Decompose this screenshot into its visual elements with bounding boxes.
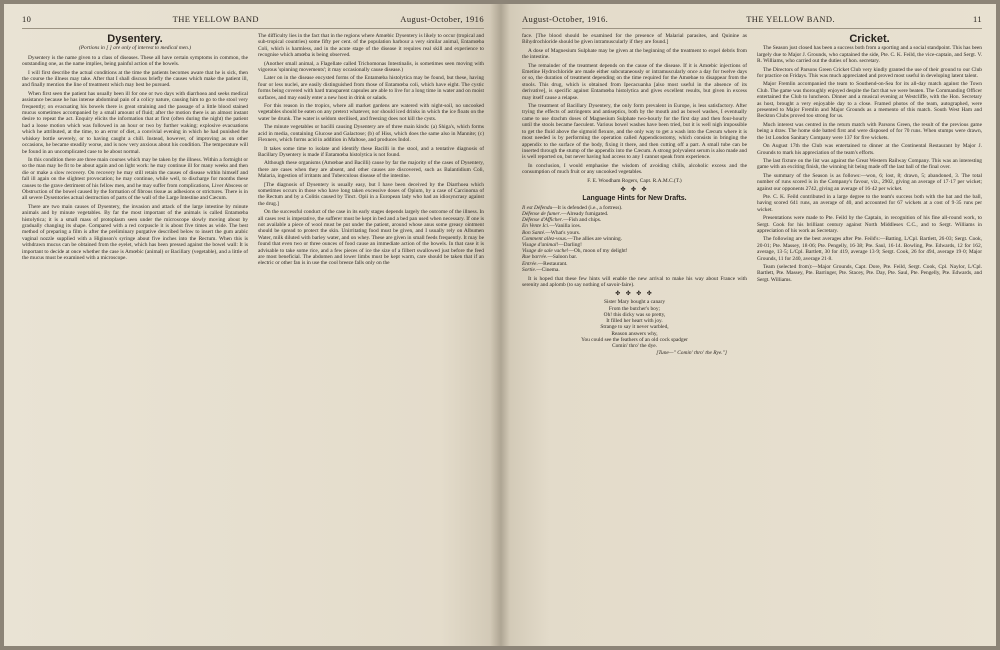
paragraph: In this condition there are three main courses which may be taken by the illness. Within a fortnight or so the man may be fit to be about again and on light work: he may continue ill for many weeks and then die or make a slow recovery. On recovery he may still retain the causes of disease within himself and fall ill again on the slightest provocation; he may continue, while well, to discharge for months these causes to the grave detriment of his fellow men, and he may suffer from complications, Liver Abscess or Obstruction of the bowel caused by the formation of fibrous tissue as adhesions or strictures. There is in all severe Dysentories actual destruction of parts of the wall of the Large Intestine and Cæcum.: [22, 156, 248, 202]
paragraph: The last fixture on the list was against the Great Western Railway Company. This was an interesting game with an exciting finish, the winning hit being made off the last ball of the final over.: [757, 157, 982, 171]
french-phrase: Défense de fumer: [522, 210, 560, 217]
paragraph: On August 17th the Club was entertained to dinner at the Continental Restaurant by Major J. Grounds to mark his appreciation of the team's efforts.: [757, 143, 982, 156]
verse-line: Comin' thro' the dye.: [611, 343, 658, 350]
left-column-1: [22, 33, 248, 643]
paragraph: (Another small animal, a Flagellate called Trichomonas Intestinalis, is sometimes seen moving with vigorous 'spinning movements'; it may occasionally cause disease.): [258, 60, 484, 74]
paragraph: It is hoped that these few hints will enable the new arrival to make his way about France with serenity and aplomb (to say nothing of savoir-faire).: [522, 275, 747, 289]
french-phrase: Visage de sale vache: [522, 248, 567, 255]
paragraph: [The diagnosis of Dysentery is usually easy, but I have been deceived by the Diarrhoea which sometimes occurs in those who have long taken excessive doses of Opium, by a case of Carcinoma of the Rectum and by a Colitis caused by Tinct. Opii in a European lady who had an idiosyncrasy against the drug.]: [258, 181, 484, 207]
paragraph: The summary of the Season is as follows:—won, 6; lost, 8; drawn, 5; abandoned, 3. The total number of runs scored is in the Company's favour, viz., 2902, giving an average of 17·17 per wicket; against our opponents 2742, giving an average of 16·42 per wicket.: [757, 172, 982, 192]
paragraph: Pte. C. K. Feild contributed in a large degree to the team's success both with the bat and the ball, having scored 641 runs, an average of 40, and accounted for 67 wickets at a cost of 9·35 runs per wicket.: [757, 193, 982, 213]
english-gloss: .—Fish and chips.: [561, 217, 602, 224]
right-page-number: 11: [973, 14, 982, 24]
french-phrase: En Vente Ici: [522, 223, 549, 230]
paragraph: A dose of Magnesium Sulphate may be given at the beginning of the treatment to expel debris from the intestine.: [522, 47, 747, 61]
paragraph: In conclusion, I would emphasise the wisdom of avoiding chills, alcoholic excess and the consumption of much fruit or any uncooked vegetables.: [522, 162, 747, 176]
paragraph: Dysentery is the name given to a class of diseases. These all have certain symptoms in common, the outstanding one, as the name implies, being painful action of the bowels.: [22, 54, 248, 68]
right-columns: [522, 33, 982, 643]
english-gloss: .—The allies are winning.: [565, 235, 623, 242]
english-gloss: .—Vanilla ices.: [548, 223, 582, 230]
paragraph: I will first describe the actual conditions at the time the patients becomes aware that he is sick, then the course the illness may take. After that I shall discuss briefly the causes which make the patient ill, and finally mention the line of treatment which may best be pursued.: [22, 69, 248, 89]
right-page: [500, 4, 996, 646]
left-issue-date: August-October, 1916: [400, 14, 484, 24]
right-column-1: [522, 33, 747, 643]
paragraph: There are two main causes of Dysentery, the invasion and attack of the large intestine by minute animals and by minute vegetables. By far the most important of the animals is called Entamœba histolytica; it is a small mass of protoplasm seen under the microscope slowly moving about by gradually changing its shape. Compared with a red corpuscle it is about five times as wide. The best method of preparing a film is after the preliminary purgative described below to insert the gum arabic vaginal nozzle supplied with a Higinson's syringe about five inches into the Rectum. When this is withdrawn mucus can be obtained from the eyelet, which has been pressed against the bowel wall: It is important to decide at once whether the case is Amœbic (animal) or Bacillary (vegetable), and a little of the mucus must be examined with a microscope.: [22, 203, 248, 261]
paragraph: The treatment of Bacillary Dysentery, the only form prevalent in Europe, is less satisfactory. After trying the effects of astringents and antiseptics, both by the mouth and as bowel washes, I eventually came to use drachm doses of Magnesium Sulphate two-hourly for the first day and then four-hourly until the stools became faeculent. Various bowel washes have been tried, but it is well nigh impossible to get the fluid above the sigmoid flexure, and the only way to get a wash into the Cæcum where it is most needed is by performing the operation called Appendicostomy, which consists in bringing the appendix to the surface of the body, fixing it there, and then cutting off a part. A small tube can be inserted through the stump of the appendix into the Cæcum. A strong polyvalent serum is also made and is well reported on, but never having had access to any I cannot speak from experience.: [522, 103, 747, 161]
list-item: [522, 267, 747, 273]
paragraph: Later on in the disease encysted forms of the Entamœba histolytica may be found, but these, having four or less nuclei, are easily distinguished from those of Entamœba coli, which have eight. The cystic forms being covered with hard transparent capsules are able to live for a long time in water and on moist surfaces, and may easily enter a new host in drink or salads.: [258, 75, 484, 101]
paragraph: Major Fremlin accompanied the team to Southend-on-Sea for its all-day match against the Town Club. The game was thoroughly enjoyed despite the fact that we were beaten. The Commanding Officer entertained the Club to luncheon. Dinner and a musical evening at Westcliffe, with the Hon. Secretary as host, brought a very enjoyable day to a close. Framed photos of the team, autographed, were presented to Major Fremlin and Major Grounds as a memento of this match. South West Ham and Beckton Clubs proved too strong for us.: [757, 81, 982, 120]
cricket-title: Cricket.: [849, 33, 890, 45]
french-phrase: Entrée: [522, 260, 537, 267]
paragraph: The minute vegetables or bacilli causing Dysentery are of three main kinds: (a) Shiga's, which forms acid in media, containing Glucose and Galactose; (b) of Hiss, which does the same also in Mannite; (c) Flexners, which forms acid in addition in Maltose, and produces Indol.: [258, 124, 484, 144]
dysentery-note: (Portions in [ ] are only of interest to medical men.): [78, 45, 192, 52]
french-phrase: Comment allez-vous: [522, 235, 566, 242]
english-gloss: .—Already fumigated.: [559, 210, 609, 217]
paragraph: For this reason in the tropics, where all market gardens are watered with night-soil, no uncooked vegetables should be eaten on any pretext whatever, nor should iced drinks in which the ice floats on the water be drunk. The water is seldom sterilised, and freezing does not kill the cysts.: [258, 103, 484, 122]
left-page-number: 10: [22, 14, 32, 24]
verse-line: Strange to say it never warbled,: [600, 324, 669, 331]
right-running-title: THE YELLOW BAND.: [746, 14, 835, 24]
french-phrase: Visage d'animal: [522, 241, 557, 248]
left-page: [4, 4, 500, 646]
left-running-title: THE YELLOW BAND: [172, 14, 259, 24]
paragraph: The Season just closed has been a success both from a sporting and a social standpoint. This has been largely due to Major J. Grounds, who captained the side, Pte. C. K. Feild, the vice-captain, and Sergt. V. R. Williams, who carried out the duties of hon. secretary.: [757, 45, 982, 65]
left-columns: [22, 33, 484, 643]
left-running-head: [22, 14, 484, 29]
right-column-2: [757, 33, 982, 643]
paragraph: Presentations were made to Pte. Feild by the Captain, in recognition of his fine all-round work, to Sergt. Cook for his brilliant century against North Middlesex C.C., and to Sergt. Williams in appreciation of his work as Secretary.: [757, 215, 982, 234]
paragraph: On the successful conduct of the case in its early stages depends largely the outcome of the illness. In all cases rest is imperative, the sufferer must be kept in bed and a bed pan used when necessary. If one is not available a piece of wool must be put under the patient, around whose anus some greasy ointment should be spread to protect the skin. Unirritating food must be given, and I usually rely on Albumen Water, milk diluted with barley water, and on whey. These are given in small feeds frequently. It may be found that even two or three ounces of food cause an immediate action of the bowels. In that case it is advisable to take some rice, and a few pieces of ice the size of a filbert swallowed just before the feed are most beneficial. The abdomen and lower limbs must be kept warm, care should be taken that if an electric or other fan is in use the cool breeze falls only on the: [258, 209, 484, 267]
ornament-divider: ✤ ✤ ✤ ✤: [615, 290, 654, 297]
language-hints-title: Language Hints for New Drafts.: [582, 195, 687, 203]
english-gloss: !—Darling!: [556, 241, 582, 248]
right-running-head: [522, 14, 982, 29]
french-phrase: Bon Santé: [522, 229, 545, 236]
verse-line: Oh! this dicky was so pretty,: [603, 311, 666, 318]
dysentery-title: Dysentery.: [107, 33, 163, 45]
french-phrase: Il est Défendu: [522, 204, 553, 211]
magazine-spread: [4, 4, 996, 646]
english-gloss: —It is defended (i.e., a fortress).: [552, 204, 623, 211]
english-gloss: .—Cinema.: [534, 266, 560, 273]
english-gloss: .—What's yours.: [544, 229, 581, 236]
paragraph: Much interest was centred in the return match with Parsons Green, the result of the previous game being a draw. The home side batted first and were disposed of for 70 runs. When stumps were drawn, the 1st London Sanitary Company were 137 for five wickets.: [757, 121, 982, 141]
verse-line: From the butcher's boy;: [608, 305, 661, 312]
verse-line: Sister Mary bought a canary: [603, 299, 666, 306]
verse-line: Reason answers why,: [611, 330, 658, 337]
paragraph: Although these organisms (Amœbae and Bacilli) cause by far the majority of the cases of Dysentery, there are cases when they are absent, and other causes are discovered, such as Balantidium Coli, Malaria, ingestion of irritants and Tuberculous disease of the intestine.: [258, 160, 484, 180]
paragraph: The difficulty lies in the fact that in the regions where Amœbic Dysentery is likely to occur (tropical and sub-tropical countries) some fifty per cent. of the population harbour a very similar animal, Entamœba Coli, which is harmless, and in the acute stage of the disease it requires real skill and experience to recognise which amœba is being observed.: [258, 33, 484, 59]
ornament-divider: ✤ ✤ ✤: [620, 186, 649, 193]
english-gloss: .—Restaurant.: [536, 260, 568, 267]
french-phrase: Rue barrée: [522, 254, 547, 261]
verse-line: You could see the feathers of an old cock spadger: [581, 336, 688, 343]
paragraph: Team (selected from):—Major Grounds, Capt. Dore, Pte. Feild, Sergt. Cook, Cpl. Naylor, L/Cpl. Bartlett, Pte. Massey, Pte. Barringer, Pte. Stacey, Pte. Day, Pte. Saul, Pte. Pengelly, Pte. Edwards, and Sergt. Williams.: [757, 264, 982, 283]
paragraph: When first seen the patient has usually been ill for one or two days with diarrhoea and seeks medical assistance because he has intense abdominal pain of a colicy nature, causing him to go to the stool very frequently; on evacuating his bowels there is great straining and the passage of a little blood stained mucus sometimes accompanied by a small amount of fluid; after the motion there is an almost instant desire to repeat the act. Enquiry elicits the information that at first (often during the night) the patient had a loose motion which was followed in an hour or two by further waking; explosive evacuations which he attributed, at the time, to an error of diet, a convivial evening in which he had punished the whiskey bottle severely, or to having caught a chill. Instead, however, of improving as on other occasions, he became steadily worse, and is now very anxious about his condition. The temperature will be found in an uncomplicated case to be about normal.: [22, 90, 248, 155]
english-gloss: !—Oh, moon of my delight!: [566, 248, 628, 255]
english-gloss: .—Saloon bar.: [546, 254, 578, 261]
paragraph: face. [The blood should be examined for the presence of Malarial parasites, and Quinine as Bihydrochloride should be given intramuscularly if they are found.]: [522, 33, 747, 46]
verse-attribution: [Tune—" Comin' thro' the Rye."]: [656, 349, 727, 356]
right-issue-date: August-October, 1916.: [522, 14, 609, 24]
paragraph: The Directors of Parsons Green Cricket Club very kindly granted the use of their ground to our Club for practice on Fridays. This was much appreciated and proved most useful in developing latent talent.: [757, 66, 982, 80]
verse: [522, 299, 747, 356]
left-column-2: [258, 33, 484, 643]
french-phrase: Défense d'Afficher: [522, 217, 562, 224]
paragraph: It takes some time to isolate and identify these Bacilli in the stool, and a tentative diagnosis of Bacillary Dysentery is made if Entamœba histolytica is not found.: [258, 145, 484, 158]
language-hints-list: [522, 205, 747, 273]
verse-line: It filled her heart with joy.: [606, 318, 663, 325]
paragraph: The following are the best averages after Pte. Feild's:—Batting, L/Cpl. Bartlett, 26·03; Sergt. Cook, 20·01; Pte. Massey, 18·06; Pte. Pengelly, 16·38; Pte. Saul, 16·14. Bowling, Pte. Edwards, 12 for 162, average, 13·5; L/Cpl. Bartlett, 30 for 419, average 13·9; Sergt. Cook, 26 for 494, average 19·0; Major Grounds, 11 for 240, average 21·8.: [757, 236, 982, 262]
paragraph: The remainder of the treatment depends on the cause of the disease. If it is Amœbic injections of Emetine Hydrochloride are made either subcutaneously or intramuscularly once a day for twelve days or so, the duration of treatment depending on the time required for the Amœbae to disappear from the stools. This drug, which is obtained from Ipecacuanha [also most useful in the absence of its derivative], is specific against Entamœba histolytica and gives excellent results, but given in excess may itself cause a relapse.: [522, 62, 747, 101]
article-author: F. E. Woodham Rogers, Capt. R.A.M.C.(T.): [587, 177, 682, 184]
french-phrase: Sortie: [522, 266, 535, 273]
